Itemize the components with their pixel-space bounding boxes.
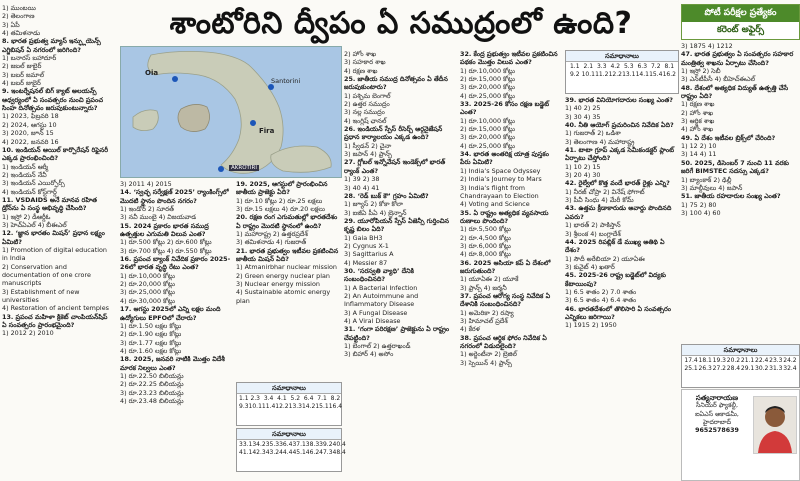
question-column-7 xyxy=(681,42,798,342)
answer-option: 1) జ్యూస్ 2) కోకా కోలా xyxy=(344,200,403,209)
answer-option: 1) సౌదీ అరేబియా 2) యూఏఈ xyxy=(565,254,645,263)
question-text: 32. కేంద్ర ప్రభుత్వం ఇటీవల ప్రకటించిన పథకం మొత్తం విలువ ఎంత? xyxy=(460,50,558,67)
answer-option: 1) ఇండోర్ 2) సూరత్ xyxy=(120,205,175,214)
answer-option: 2) తెలంగాణ xyxy=(2,12,35,21)
answer-option: 4) రూ.1.60 లక్షల కోట్లు xyxy=(120,346,182,355)
banner-bottom: కరెంట్ అఫైర్స్ xyxy=(716,25,765,35)
answer-option: 1) బ్యాంకాక్ 2) ఢిల్లీ xyxy=(681,175,732,184)
answer-option: 3) 1875 4) 1212 xyxy=(681,42,733,50)
answer-option: 2) An Autoimmune and Inflammatory Disease xyxy=(344,291,419,309)
answer-option: 2) Green energy nuclear plan xyxy=(236,271,330,280)
answer-option: 2) ఇండియన్ నేవీ xyxy=(2,170,47,179)
answer-option: 1) Atmanirbhar nuclear mission xyxy=(236,263,337,272)
answer-key-cell: 12.2 xyxy=(275,403,289,410)
answer-option: 1) స్వీడన్ 2) చైనా xyxy=(344,141,392,150)
map-label-oia: Oia xyxy=(145,69,159,77)
answer-key-cell: 40.4 xyxy=(332,441,346,448)
author-name: సత్యనారాయణ xyxy=(695,394,739,402)
section-banner xyxy=(681,4,800,40)
answer-option: 4) A Viral Disease xyxy=(344,317,401,325)
question-text: 40. నీతి ఆయోగ్ ప్రచురించిన నివేదిక ఏది? xyxy=(565,121,674,130)
answer-option: 3) 30 4) 35 xyxy=(565,112,601,121)
answer-option: 4) Sustainable atomic energy plan xyxy=(236,288,331,305)
answer-key-cell: 13.3 xyxy=(288,403,302,410)
answer-option: 1) 12 2) 10 xyxy=(681,142,717,151)
answer-option: 3) ఎన్‌టీపీసీ 4) బీహెచ్ఈఎల్ xyxy=(681,75,756,84)
answer-option: 1) మహారాష్ట్ర 2) ఉత్తరప్రదేశ్ xyxy=(236,230,308,239)
answer-key-cell: 4.2 xyxy=(610,63,621,70)
question-column-4 xyxy=(344,50,456,479)
answer-option: 2) రూ.15,000 కోట్లు xyxy=(460,125,515,134)
answer-key-cell: 7.1 xyxy=(317,395,327,402)
question-text: 41. టాటా గ్రూప్ ఎక్కడ సెమీకండక్టర్ ప్లాంట్ ఏర్పాటు చేస్తోంది? xyxy=(565,146,675,163)
answer-option: 3) స్పెయిన్ 4) ఫ్రాన్స్ xyxy=(460,358,512,367)
answer-key-cell: 9.3 xyxy=(239,403,249,410)
answer-option: 1) 39 2) 38 xyxy=(344,175,380,184)
answer-option: 2) రూ.22.25 బిలియన్లు xyxy=(120,380,184,389)
answer-option: 2) Cygnus X-1 xyxy=(344,241,389,250)
answer-key-2 xyxy=(236,382,342,426)
answer-option: 1) అర్జెంటీనా 2) బ్రెజిల్ xyxy=(460,350,517,359)
question-text: 37. ప్రపంచ ఆరోగ్య సంస్థ నివేదిక ఏ దేశానికి సంబంధించినది? xyxy=(460,291,551,309)
answer-option: 3) హిమాచల్ ప్రదేశ్ xyxy=(460,317,508,325)
author-photo xyxy=(753,396,797,454)
question-text: 43. ఉత్తమ క్రీడాకారుడు అవార్డు పొందినది ఎవరు? xyxy=(565,204,672,221)
answer-option: 4) రూ.23.48 బిలియన్లు xyxy=(120,396,184,405)
answer-option: 1) 2023, ఫిబ్రవరి 18 xyxy=(2,112,59,121)
answer-option: 3) రూ.700 కోట్లు 4) రూ.550 కోట్లు xyxy=(120,246,212,255)
question-text: 50. 2025, డిసెంబర్ 7 నుంచి 11 వరకు జరిగే BIMSTEC సదస్సు ఎక్కడ? xyxy=(681,158,789,176)
answer-key-cell: 35.3 xyxy=(265,441,280,448)
answer-key-cell: 15.1 xyxy=(315,403,329,410)
question-text: 17. ఆగస్టు 2025లో ఎన్ని లక్షల మంది ఉద్యోగులు EPFOలో చేరారు? xyxy=(120,305,221,322)
answer-option: 3) 2011 4) 2015 xyxy=(120,180,172,188)
question-text: 33. 2025-26 కోసం రక్షణ బడ్జెట్ ఎంత? xyxy=(460,100,550,117)
answer-key-cell: 44.4 xyxy=(279,449,293,456)
answer-option: 1) A Bacterial Infection xyxy=(344,283,418,292)
question-text: 47. భారత ప్రభుత్వం ఏ సంవత్సరం సహకార మంత్రిత్వ శాఖను ఏర్పాటు చేసింది? xyxy=(681,50,794,67)
answer-key-cell: 47.3 xyxy=(319,449,333,456)
question-text: 10. ఇండియన్ ఆయిల్ కార్పొరేషన్ రిఫైనరీ ఎక్కడ ప్రారంభించింది? xyxy=(2,145,109,163)
answer-option: 1) పశ్చిమ బెంగాల్ xyxy=(344,91,391,100)
answer-key-4 xyxy=(236,428,346,472)
answer-option: 2) ఉత్తర సముద్రం xyxy=(344,100,390,109)
answer-key-cell: 22.4 xyxy=(755,357,769,364)
answer-option: 3) ఇండియన్ ఎయిర్ఫోర్స్ xyxy=(2,179,65,188)
question-text: 30. ‘సరస్వతి వ్యాధి’ దేనికి సంబంధించినది? xyxy=(344,266,414,284)
answer-option: 2) హోం శాఖ xyxy=(344,50,377,58)
answer-key-cell: 32.4 xyxy=(783,365,797,372)
answer-key-cell: 23.3 xyxy=(769,357,783,364)
answer-option: 3) మాల్దీవులు 4) జపాన్ xyxy=(681,183,743,192)
answer-option: 2) రూ.20,000 కోట్లు xyxy=(120,280,175,289)
answer-option: 3) సహకార శాఖ xyxy=(344,58,386,67)
answer-option: 2) రూ.4,500 కోట్లు xyxy=(460,233,511,242)
answer-option: 1) యూఏఈ 2) యూకే xyxy=(460,275,519,284)
answer-key-cell: 15.4 xyxy=(649,71,663,78)
answer-option: 3) 6.5 శాతం 4) 6.4 శాతం xyxy=(565,296,637,305)
question-column-6 xyxy=(565,96,677,479)
question-column-3 xyxy=(236,180,340,380)
question-text: 19. 2025, ఆగస్టులో ప్రారంభించిన జాతీయ ప్రాజెక్టు ఏది? xyxy=(236,180,328,197)
answer-key-cell: 13.1 xyxy=(622,71,636,78)
answer-option: 1) గుజరాత్ 2) ఒడిశా xyxy=(565,129,621,138)
answer-key-cell: 28.4 xyxy=(726,365,741,372)
answer-key-cell: 16.2 xyxy=(662,71,676,78)
answer-option: 3) జపాన్ 4) ఫ్రాన్స్ xyxy=(344,150,392,159)
banner-top: పోటీ పరీక్షల ప్రత్యేకం xyxy=(682,5,799,22)
answer-option: 3) ఐజీఏ పీఏ 4) బ్రెన్నాన్ xyxy=(344,208,407,217)
answer-option: 4) కేరళ xyxy=(460,325,480,334)
answer-key-cell: 38.3 xyxy=(305,441,320,448)
answer-option: 3) రూ.25,000 కోట్లు xyxy=(120,288,175,297)
answer-option: 4) తమిళనాడు xyxy=(2,29,41,38)
answer-option: 1) 40 2) 25 xyxy=(565,104,601,113)
map-graphic xyxy=(121,47,341,177)
answer-key-cell: 17.4 xyxy=(684,357,698,364)
answer-option: 1) రూ.10,000 కోట్లు xyxy=(460,66,515,75)
answer-option: 4) ఇండియన్ కోస్ట్‌గార్డ్ xyxy=(2,187,57,196)
answer-option: 1) రూ.5,500 కోట్లు xyxy=(460,225,511,234)
answer-option: 3) బబర్ జమాల్ xyxy=(2,70,45,79)
answer-option: 3) హెచ్ఏఎల్ 4) బీఈఎల్ xyxy=(2,220,67,229)
answer-option: 2) India’s Journey to Mars xyxy=(460,175,542,184)
answer-key-cell: 8.1 xyxy=(664,63,675,70)
answer-key-cell: 25.1 xyxy=(684,365,698,372)
answer-key-1 xyxy=(565,50,679,94)
answer-option: 1) Promotion of digital education in India xyxy=(2,245,107,263)
answer-option: 3) ఫ్రాన్స్ 4) జర్మనీ xyxy=(460,283,507,292)
question-text: 34. భారత అంతరిక్ష యాత్ర పుస్తకం పేరు ఏమిటి? xyxy=(460,150,549,167)
answer-key-cell: 10.1 xyxy=(248,403,262,410)
answer-key-cell: 27.2 xyxy=(712,365,726,372)
answer-option: 3) తమిళనాడు 4) గుజరాత్ xyxy=(236,238,307,247)
question-text: 28. ‘రెడ్ బుక్ కౌ’ గ్రహం ఏమిటి? xyxy=(344,191,429,200)
answer-option: 3) పీవీ సింధు 4) మేరీ కోమ్ xyxy=(565,196,634,205)
answer-option: 3) 14 4) 11 xyxy=(681,150,717,159)
answer-key-cell: 18.1 xyxy=(698,357,712,364)
answer-key-cell: 3.3 xyxy=(596,63,607,70)
answer-option: 4) రక్షణ శాఖ xyxy=(344,66,378,75)
answer-option: 1) నీరజ్ చోప్రా 2) వినేష్ ఫోగాట్ xyxy=(565,187,645,196)
answer-option: 1) రూ.10,000 కోట్లు xyxy=(120,271,175,280)
map-label-santorini: Santorini xyxy=(271,77,301,85)
answer-key-cell: 29.1 xyxy=(740,365,755,372)
answer-option: 3) 20 4) 30 xyxy=(565,171,601,180)
answer-key-cell: 33.1 xyxy=(239,441,253,448)
answer-key-cell: 26.3 xyxy=(698,365,712,372)
answer-option: 2) రూ.1.90 లక్షల కోట్లు xyxy=(120,330,182,339)
question-text: 31. ‘గంగా పరిరక్షణ’ ప్రాజెక్టును ఏ రాష్ట్రం చేపట్టింది? xyxy=(344,325,450,342)
answer-key-cell: 2.1 xyxy=(583,63,594,70)
answer-option: 1) ముంబయి xyxy=(2,4,36,12)
question-text: 38. ప్రపంచ ఆర్థిక ఫోరం నివేదిక ఏ నగరంలో విడుదలైంది? xyxy=(460,333,547,351)
map-label-fira: Fira xyxy=(259,127,275,135)
answer-option: 1) బెంగాల్ 2) ఉత్తరాఖండ్ xyxy=(344,342,411,351)
answer-option: 4) బబర్ జుబైర్ xyxy=(2,79,41,88)
answer-key-grid xyxy=(566,62,678,80)
author-line: హైదరాబాద్ xyxy=(702,418,732,426)
answer-key-grid xyxy=(237,394,341,412)
answer-option: 3) ఏపీ xyxy=(2,20,20,29)
answer-option: 4) 2022, జనవరి 16 xyxy=(2,137,59,146)
answer-key-cell: 9.2 xyxy=(569,71,580,78)
question-text: 8. భారత ప్రభుత్వ మ్యాస్ ఇన్ఫ్లుయెన్స్ ఎగ్జిబిషన్ ఏ నగరంలో జరిగింది? xyxy=(2,37,101,54)
answer-key-title: సమాధానాలు xyxy=(566,51,678,62)
answer-key-cell: 12.2 xyxy=(608,71,622,78)
answer-key-cell: 4.1 xyxy=(277,395,287,402)
answer-key-cell: 48.4 xyxy=(332,449,346,456)
answer-option: 1) ఇస్రో 2) డీఆర్డీఓ xyxy=(2,212,51,221)
answer-key-cell: 19.3 xyxy=(712,357,726,364)
answer-option: 4) రూ.30,000 కోట్లు xyxy=(120,296,175,305)
answer-key-cell: 8.2 xyxy=(330,395,341,402)
answer-option: 4) రూ.25,000 కోట్లు xyxy=(460,91,515,100)
answer-option: 3) Establishment of new universities xyxy=(2,287,80,305)
question-text: 25. జాతీయ సముద్ర దినోత్సవం ఏ తేదీన జరుపుకుంటారు? xyxy=(344,75,448,92)
answer-option: 1) 10 2) 15 xyxy=(565,162,601,171)
question-text: 15. 2024 ప్రకారం భారత సముద్ర ఉత్పత్తుల ఎగుమతి విలువ ఎంత? xyxy=(120,221,209,239)
question-text: 49. ఏ దేశం ఇటీవల బ్రిక్స్‌లో చేరింది? xyxy=(681,133,776,142)
answer-key-cell: 3.4 xyxy=(263,395,274,402)
question-column-2 xyxy=(120,180,232,479)
answer-option: 3) Nuclear energy mission xyxy=(236,280,320,289)
answer-option: 2) హోం శాఖ xyxy=(681,108,714,117)
answer-option: 3) ఆర్థిక శాఖ xyxy=(681,117,715,126)
answer-key-cell: 24.2 xyxy=(783,357,797,364)
santorini-map xyxy=(120,46,342,178)
answer-option: 3) బిహార్ 4) అసోం xyxy=(344,350,394,359)
answer-key-cell: 36.4 xyxy=(279,441,293,448)
answer-key-cell: 1.1 xyxy=(239,395,249,402)
question-text: 18. 2025, జనవరి నాటికి మొత్తం విదేశీ మారక నిల్వలు ఎంత? xyxy=(120,355,225,372)
question-text: 35. ఏ రాష్ట్రం అత్యధిక వ్యవసాయ రుణాలు పొందింది? xyxy=(460,208,549,225)
answer-option: 4) ఇంగ్లిష్ ఛానల్ xyxy=(344,116,387,125)
answer-key-cell: 37.1 xyxy=(292,441,306,448)
answer-key-cell: 5.2 xyxy=(290,395,301,402)
question-text: 46. భారతదేశంలో తొలిసారి ఏ సంవత్సరం ఎన్నికలు జరిగాయి? xyxy=(565,304,672,321)
question-text: 26. ఇండియన్ స్పేస్ రీసెర్చ్ ఆర్గనైజేషన్ ప్రధాన కార్యాలయం ఎక్కడ ఉంది? xyxy=(344,125,443,142)
answer-option: 4) రూ.25,000 కోట్లు xyxy=(460,141,515,150)
answer-option: 4) Messier 87 xyxy=(344,258,388,267)
answer-key-cell: 21.1 xyxy=(740,357,755,364)
question-column-1 xyxy=(2,4,114,479)
author-phone: 9652578639 xyxy=(695,427,739,435)
answer-key-cell: 14.1 xyxy=(635,71,649,78)
answer-option: 1) ఇస్రో 2) సెబీ xyxy=(681,67,721,76)
answer-option: 3) రూ.20,000 కోట్లు xyxy=(460,83,515,92)
answer-option: 3) శ్రీలంక 4) బంగ్లాదేశ్ xyxy=(565,229,621,238)
answer-option: 4) Voting and Science xyxy=(460,200,530,209)
answer-key-cell: 11.2 xyxy=(595,71,609,78)
answer-option: 3) రూ.6,000 కోట్లు xyxy=(460,241,511,250)
answer-option: 1) రూ.10 కోట్లు 2) రూ.25 లక్షలు xyxy=(236,196,323,205)
answer-option: 3) Sagittarius A xyxy=(344,250,394,259)
answer-option: 1) 1915 2) 1950 xyxy=(565,321,617,330)
question-text: 21. భారత ప్రభుత్వం ఇటీవల ప్రకటించిన జాతీయ మిషన్ ఏది? xyxy=(236,246,339,264)
answer-key-cell: 6.4 xyxy=(303,395,314,402)
answer-option: 1) బనారస్ బహాదూర్ xyxy=(2,54,57,63)
answer-option: 3) రూ.23.23 బిలియన్లు xyxy=(120,388,184,397)
answer-option: 1) రూ.500 కోట్లు 2) రూ.600 కోట్లు xyxy=(120,238,212,247)
question-text: 51. జాతీయ రహదారుల సంఖ్య ఎంత? xyxy=(681,192,781,201)
question-text: 16. ప్రపంచ బ్యాంక్ నివేదిక ప్రకారం 2025-26లో భారత వృద్ధి రేటు ఎంత? xyxy=(120,255,231,272)
answer-option: 3) నల్ల సముద్రం xyxy=(344,108,385,117)
answer-option: 1) రక్షణ శాఖ xyxy=(681,100,715,109)
answer-key-title: సమాధానాలు xyxy=(237,383,341,394)
answer-key-cell: 43.2 xyxy=(265,449,280,456)
answer-option: 3) తెలంగాణ 4) మహారాష్ట్ర xyxy=(565,137,635,146)
answer-key-grid xyxy=(237,440,346,458)
answer-key-cell: 31.3 xyxy=(769,365,783,372)
answer-key-cell: 34.2 xyxy=(252,441,266,448)
answer-option: 2) జబల్ జుబైర్ xyxy=(2,62,42,71)
answer-key-title: సమాధానాలు xyxy=(682,345,799,356)
answer-key-cell: 14.2 xyxy=(301,403,316,410)
answer-option: 3) 2020, జూన్ 15 xyxy=(2,129,54,138)
answer-option: 4) రూ.8,000 కోట్లు xyxy=(460,250,511,259)
answer-key-cell: 11.4 xyxy=(261,403,276,410)
answer-option: 1) India’s Space Odyssey xyxy=(460,166,541,175)
question-text: 44. 2025 రిపబ్లిక్ డే ముఖ్య అతిథి ఏ దేశం? xyxy=(565,237,665,255)
answer-option: 3) రూ.15 లక్షలు 4) రూ.20 లక్షలు xyxy=(236,205,325,214)
answer-option: 3) నవీ ముంబై 4) విజయవాడ xyxy=(120,213,197,222)
answer-key-3 xyxy=(681,344,800,388)
answer-key-cell: 30.2 xyxy=(755,365,769,372)
question-text: 45. 2025-26 రాష్ట్ర బడ్జెట్‌లో విద్యకు కేటాయింపు? xyxy=(565,271,667,288)
question-text: 36. 2025 ఆసియా కప్ ఏ దేశంలో జరుగుతుంది? xyxy=(460,258,551,275)
answer-option: 3) 100 4) 60 xyxy=(681,208,721,217)
answer-option: 2) Conservation and documentation of one crore manuscripts xyxy=(2,262,91,288)
answer-option: 1) ఇండియన్ ఆర్మీ xyxy=(2,162,49,171)
answer-key-grid xyxy=(682,356,799,374)
answer-option: 2) రూ.15,000 కోట్లు xyxy=(460,75,515,84)
answer-key-cell: 42.3 xyxy=(252,449,266,456)
answer-option: 3) India’s flight from Chandrayaan to Election xyxy=(460,183,539,200)
question-text: 13. ప్రపంచ మహిళా క్రికెట్ చాంపియన్‌షిప్ ఏ సంవత్సరం ప్రారంభమైంది? xyxy=(2,312,108,330)
answer-key-cell: 2.3 xyxy=(250,395,260,402)
answer-key-cell: 39.2 xyxy=(319,441,333,448)
author-line: ఐఏఎస్ అకాడమీ, xyxy=(695,410,739,418)
answer-option: 1) Gaia BH3 xyxy=(344,233,383,242)
answer-option: 1) రూ.10,000 కోట్లు xyxy=(460,116,515,125)
question-text: 42. రైల్వేలో కొత్త వందే భారత్ రైళ్లు ఎన్ని? xyxy=(565,179,670,188)
question-text: 48. దేశంలో అత్యధిక విద్యుత్ ఉత్పత్తి చేసే రాష్ట్రం ఏది? xyxy=(681,83,789,101)
question-text: 14. ‘స్వచ్ఛ సర్వేక్షణ్ 2025’ ర్యాంకింగ్స్‌లో మొదటి స్థానం పొందిన నగరం? xyxy=(120,188,229,205)
answer-key-title: సమాధానాలు xyxy=(237,429,341,440)
answer-option: 1) అమెరికా 2) రష్యా xyxy=(460,308,514,317)
answer-key-cell: 41.1 xyxy=(239,449,253,456)
author-box xyxy=(681,389,800,481)
question-text: 29. యూరోపియన్ స్పేస్ ఏజెన్సీ గుర్తించిన కృష్ణ బిలం ఏది? xyxy=(344,216,449,234)
answer-option: 1) 75 2) 80 xyxy=(681,200,717,209)
answer-key-cell: 1.1 xyxy=(569,63,580,70)
author-line: సీనియర్ ఫ్యాకల్టీ, xyxy=(696,402,738,410)
answer-option: 1) 2012 2) 2010 xyxy=(2,329,54,338)
answer-key-cell: 45.1 xyxy=(292,449,306,456)
question-column-5 xyxy=(460,50,560,479)
answer-option: 4) హోం శాఖ xyxy=(681,125,714,134)
answer-key-cell: 5.3 xyxy=(623,63,634,70)
author-info xyxy=(684,394,750,435)
answer-option: 3) రూ.20,000 కోట్లు xyxy=(460,133,515,142)
answer-key-cell: 6.3 xyxy=(637,63,648,70)
person-icon xyxy=(754,397,796,453)
answer-option: 2) 2024, ఆగస్టు 10 xyxy=(2,120,57,129)
question-text: 11. VSDAIDS అనే మానవ రహిత డ్రోన్‌ను ఏ సంస్థ అభివృద్ధి చేసింది? xyxy=(2,195,97,213)
answer-option: 3) రూ.1.77 లక్షల కోట్లు xyxy=(120,338,182,347)
answer-option: 3) A Fungal Disease xyxy=(344,308,408,317)
answer-option: 3) 40 4) 41 xyxy=(344,183,380,192)
question-text: 12. ‘జ్ఞాన భారతం మిషన్’ ప్రధాన లక్ష్యం ఏమిటి? xyxy=(2,229,105,246)
headline: శాంటోరిని ద్వీపం ఏ సముద్రంలో ఉంది? xyxy=(169,6,633,41)
answer-option: 1) భారత్ 2) పాకిస్తాన్ xyxy=(565,221,621,230)
question-text: 39. భారత వినియోగదారుల సంఖ్య ఎంత? xyxy=(565,96,673,104)
answer-option: 4) Restoration of ancient temples xyxy=(2,304,109,313)
map-label-akrotiri: AKROTIRI xyxy=(231,165,257,171)
question-text: 9. ఇంటర్నేషనల్ బిగ్ క్యాట్ అలయన్స్ ఆధ్వర్యంలో ఏ సంవత్సరం నుంచి ప్రపంచ సింహ దినోత్సవం జరుపుకుంటున్నారు? xyxy=(2,87,104,113)
answer-key-cell: 16.4 xyxy=(328,403,343,410)
answer-option: 1) రూ.22.50 బిలియన్లు xyxy=(120,371,184,380)
answer-option: 1) 6.5 శాతం 2) 7.0 శాతం xyxy=(565,287,637,296)
answer-option: 1) రూ.1.50 లక్షల కోట్లు xyxy=(120,321,182,330)
answer-option: 3) కువైట్ 4) ఖతార్ xyxy=(565,262,615,271)
question-text: 20. రక్షణ రంగ ఎగుమతుల్లో భారతదేశం ఏ రాష్ట్రం మొదటి స్థానంలో ఉంది? xyxy=(236,213,338,230)
answer-key-cell: 46.2 xyxy=(305,449,320,456)
answer-key-cell: 7.2 xyxy=(650,63,661,70)
question-text: 27. గ్లోబల్ ఇన్నోవేషన్ ఇండెక్స్‌లో భారత్ ర్యాంక్ ఎంత? xyxy=(344,158,446,175)
answer-key-cell: 20.2 xyxy=(726,357,741,364)
answer-key-cell: 10.1 xyxy=(581,71,595,78)
